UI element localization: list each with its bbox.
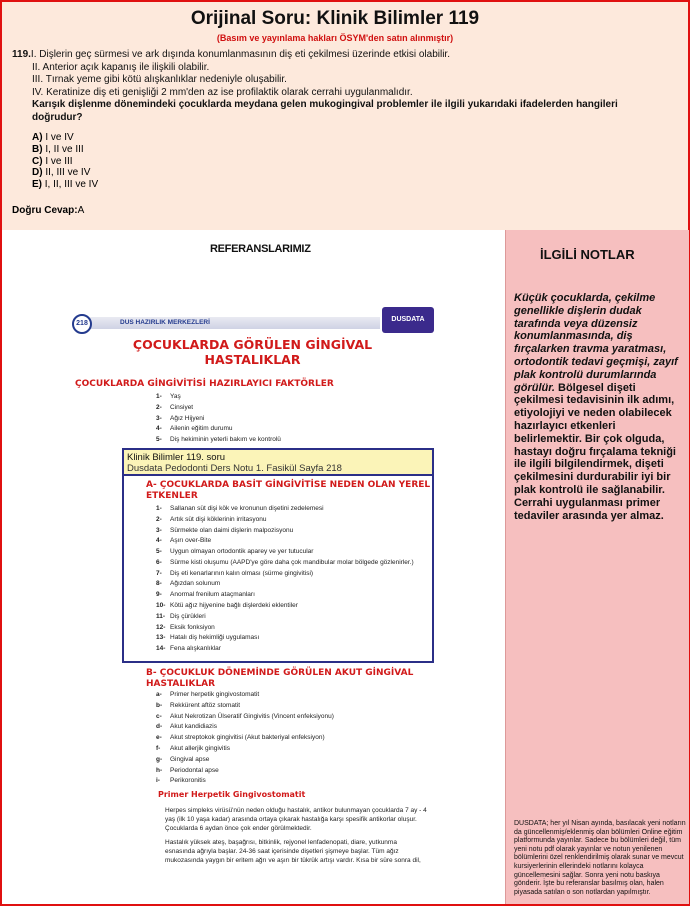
question-prompt: Karışık dişlenme dönemindeki çocuklarda meydana gelen mukogingival problemler ile ilgili yukarıdaki ifadelerden hangileri doğrudur? (32, 99, 618, 123)
list-item: g- Gingival apse (156, 755, 210, 763)
list-item: 13- Hatalı diş hekimliği uygulaması (156, 634, 260, 642)
list-item: 11- Diş çürükleri (156, 612, 206, 620)
list-item: e- Akut streptokok gingivitisi (Akut bakteriyal enfeksiyon) (156, 734, 325, 742)
list-item: 4- Aşırı over-Bite (156, 537, 212, 545)
section-factors-heading: ÇOCUKLARDA GİNGİVİTİSİ HAZIRLAYICI FAKTÖRLER (75, 379, 334, 389)
statement-2: II. Anterior açık kapanış ile ilişkili olabilir. (32, 61, 210, 73)
list-item: 3- Sürmekte olan daimi dişlerin malpozisyonu (156, 526, 294, 534)
list-item: 8- Ağızdan solunum (156, 580, 221, 588)
list-item: 2- Cinsiyet (156, 403, 194, 411)
related-notes-panel (505, 230, 689, 904)
list-item: 5- Diş hekiminin yeterli bakım ve kontrolü (156, 436, 281, 444)
list-item: a- Primer herpetik gingivostomatit (156, 691, 260, 698)
dusdata-logo: DUSDATA (382, 307, 434, 333)
list-item: c- Akut Nekrotizan Ülseratif Gingivitis (Vincent enfeksiyonu) (156, 712, 334, 720)
list-item: 6- Sürme kisti oluşumu (AAPD'ye göre daha çok mandibular molar bölgede gözlenirler.) (156, 558, 414, 566)
statement-1: I. Dişlerin geç sürmesi ve ark dışında konumlanmasının diş eti çekilmesi üzerinde etkisi olabilir. (30, 49, 450, 60)
book-page-header (70, 305, 435, 335)
list-item: 7- Diş eti kenarlarının kalın olması (sürme gingivitisi) (156, 569, 314, 577)
correct-answer: Doğru Cevap:A (12, 204, 85, 216)
page-title: Orijinal Soru: Klinik Bilimler 119 (190, 8, 480, 29)
list-item: b- Rekkürent aftöz stomatit (156, 701, 241, 709)
list-item: 12- Eksik fonksiyon (156, 623, 215, 631)
section-acute-heading: B- ÇOCUKLUK DÖNEMİNDE GÖRÜLEN AKUT GİNGİVAL HASTALIKLAR (146, 668, 414, 689)
list-item: 3- Ağız Hijyeni (156, 414, 205, 422)
notes-heading: İLGİLİ NOTLAR (540, 247, 635, 262)
book-paragraph-2: Hastalık yüksek ateş, başağrısı, bitkinlik, rejyonel lenfadenopati, diare, yutkunma esnasında ağrıyla başlar. 24-36 saat içerisinde dişetleri şişmeye başlar. Tüm ağız mukozasında yaygın bir eritem ağrı ve aşırı bir tükrük artışı vardır. Kısa bir süre sonra dil, (165, 839, 421, 864)
question-text (12, 49, 658, 124)
list-item: 1- Yaş (156, 393, 181, 400)
factors-list (156, 392, 281, 446)
option-b: B) I, II ve III (32, 143, 84, 155)
list-item: 14- Fena alışkanlıklar (156, 645, 221, 653)
causes-list (156, 504, 426, 655)
answer-options (12, 132, 658, 191)
section-local-causes-heading: A- ÇOCUKLARDA BASİT GİNGİVİTİSE NEDEN OLAN YEREL ETKENLER (146, 480, 431, 501)
book-page-title: ÇOCUKLARDA GÖRÜLEN GİNGİVAL HASTALIKLAR (132, 337, 373, 367)
list-item: f- Akut allerjik gingivitis (156, 744, 230, 752)
notes-body-text: Bölgesel dişeti çekilmesi tedavisinin ilk adımı, etiyolojiyi ve neden olabilecek hazırlayıcı etkenleri belirlemektir. Bir çok olguda, hastayı doğru fırçalama tekniği ile ilgili bilgilendirmek, dişeti çekilmesini durdurabilir iyi bir plak kontrolü ile sağlanabilir. Cerrahi uygulanması primer tedaviler arasında yer almaz. (514, 381, 676, 522)
statement-4: IV. Keratinize diş eti genişliği 2 mm'den az ise profilaktik olarak cerrahi uygulanmalıdır. (32, 86, 413, 98)
option-d: D) II, III ve IV (32, 167, 91, 179)
statement-3: III. Tırnak yeme gibi kötü alışkanlıklar nedeniyle oluşabilir. (32, 74, 287, 85)
list-item: 2- Artık süt dişi köklerinin irritasyonu (156, 515, 267, 523)
list-item: d- Akut kandidiazis (156, 723, 217, 731)
acute-list (156, 690, 334, 787)
copyright-note: (Basım ve yayınlama hakları ÖSYM'den satın alınmıştır) (216, 33, 454, 43)
book-header-band: DUS HAZIRLIK MERKEZLERİ (90, 317, 380, 329)
dusdata-disclaimer: DUSDATA; her yıl Nisan ayında, basılacak yeni notların da güncellenmiş/eklenmiş olan bölümleri Online eğitim platformunda yayınlar. Sadece bu bölümleri değil, tüm yeni notu pdf olarak yayınlar ve notun yenilenen bölümlerini özel renklendirilmiş olarak sunar ve mevcut kursiyerlerinin ellerindeki notlarını kolayca güncellemesini sağlar. Sonra yeni notu baskıya gönderir. İşte bu referanslar basılmış olan, halen piyasada satılan o son notlardan yapılmıştır. (514, 820, 686, 896)
list-item: h- Periodontal apse (156, 766, 219, 774)
list-item: 9- Anormal frenilum ataçmanları (156, 591, 255, 599)
notes-italic-text: Küçük çocuklarda, çekilme genellikle dişlerin dudak tarafında veya düzensiz konumlanmasında, diş fırçalarken travma yaratması, ortodontik tedavi geçmişi, zayıf plak kontrolü durumlarında görülür. (514, 292, 678, 394)
reference-callout: Klinik Bilimler 119. soru Dusdata Pedodonti Ders Notu 1. Fasikül Sayfa 218 (122, 448, 434, 476)
top-right-strip (668, 2, 688, 230)
question-number: 119. (12, 49, 31, 60)
question-panel (2, 2, 668, 230)
option-a: A) I ve IV (32, 132, 74, 143)
list-item: 5- Uygun olmayan ortodontik aparey ve yer tutucular (156, 548, 314, 556)
notes-text (514, 292, 684, 522)
book-page-number: 218 (72, 314, 92, 334)
list-item: 1- Sallanan süt dişi kök ve kronunun dişetini zedelemesi (156, 505, 324, 512)
option-c: C) I ve III (32, 155, 73, 167)
option-e: E) I, II, III ve IV (32, 179, 99, 191)
list-item: i- Perikoronitis (156, 777, 206, 785)
section-herpetic-heading: Primer Herpetik Gingivostomatit (158, 790, 306, 799)
references-heading: REFERANSLARIMIZ (210, 243, 311, 255)
book-paragraph-1: Herpes simpleks virüsü'nün neden olduğu hastalık, antikor bulunmayan çocuklarda 7 ay - 4 yaş (ilk 10 yaşa kadar) arasında ortaya çıkarak hastalığa karşı spesifik antikorlar oluşur. Çocuklarda 6 aydan önce çok ender görülmektedir. (165, 807, 427, 832)
list-item: 4- Ailenin eğitim durumu (156, 425, 233, 433)
list-item: 10- Kötü ağız hijyenine bağlı dişlerdeki eklentiler (156, 601, 298, 609)
